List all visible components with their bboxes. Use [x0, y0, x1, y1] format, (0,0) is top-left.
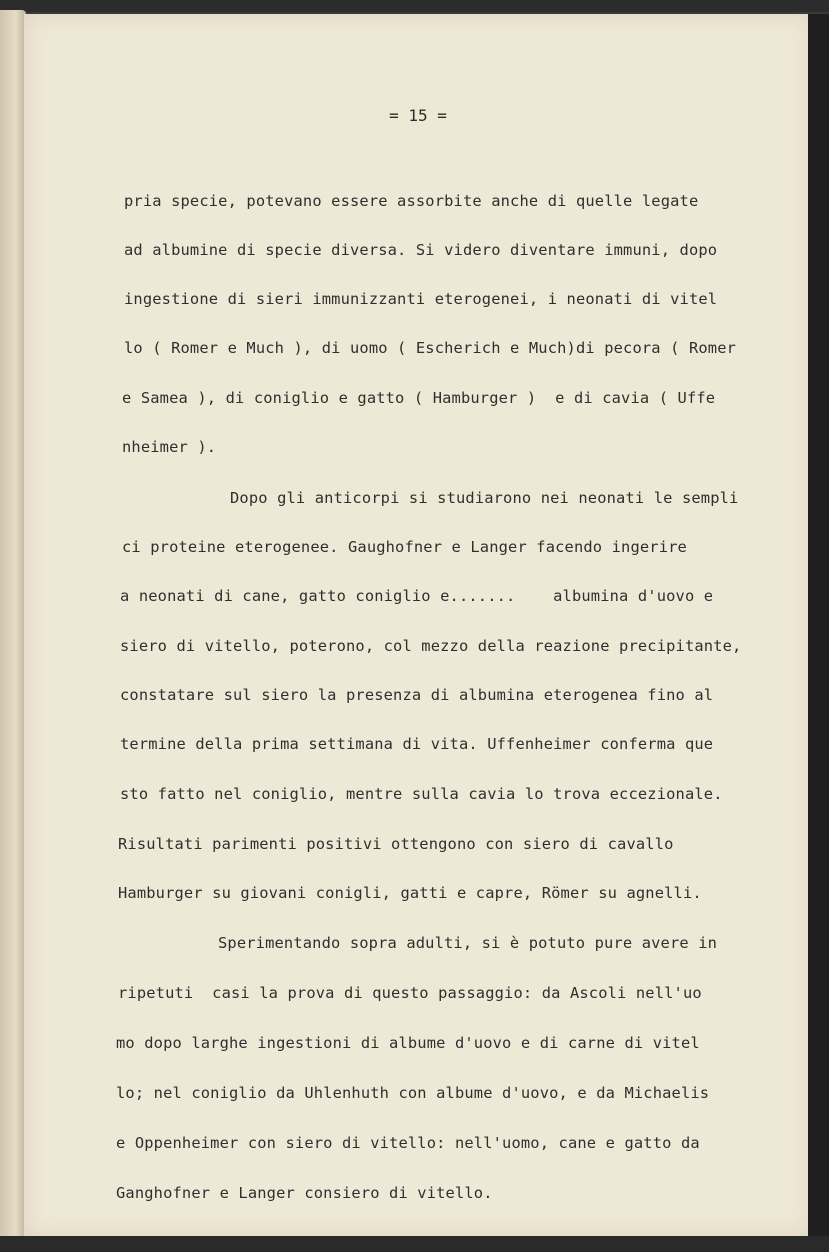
facing-page-edge	[0, 10, 26, 1242]
text-line: Hamburger su giovani conigli, gatti e capre, Römer su agnelli.	[118, 884, 702, 902]
text-line: Ganghofner e Langer consiero di vitello.	[116, 1184, 493, 1202]
text-line: Risultati parimenti positivi ottengono con siero di cavallo	[118, 835, 674, 853]
text-line: sto fatto nel coniglio, mentre sulla cavia lo trova eccezionale.	[120, 785, 723, 803]
text-line: e Oppenheimer con siero di vitello: nell'uomo, cane e gatto da	[116, 1134, 700, 1152]
text-line: mo dopo larghe ingestioni di albume d'uovo e di carne di vitel	[116, 1034, 700, 1052]
text-line: ripetuti casi la prova di questo passaggio: da Ascoli nell'uo	[118, 984, 702, 1002]
scan-top-edge	[0, 0, 829, 12]
text-line: siero di vitello, poterono, col mezzo della reazione precipitante,	[120, 637, 742, 655]
paragraph-start-line: Dopo gli anticorpi si studiarono nei neonati le sempli	[230, 489, 739, 507]
text-line: ci proteine eterogenee. Gaughofner e Langer facendo ingerire	[122, 538, 687, 556]
page-number: = 15 =	[389, 106, 447, 125]
document-page	[24, 14, 812, 1236]
scan-right-edge	[808, 14, 829, 1252]
text-line: constatare sul siero la presenza di albumina eterogenea fino al	[120, 686, 714, 704]
text-line: e Samea ), di coniglio e gatto ( Hamburger ) e di cavia ( Uffe	[122, 389, 716, 407]
paragraph-start-line: Sperimentando sopra adulti, si è potuto pure avere in	[218, 934, 718, 952]
text-line: lo ( Romer e Much ), di uomo ( Escherich e Much)di pecora ( Romer	[124, 339, 737, 357]
text-line: termine della prima settimana di vita. Uffenheimer conferma que	[120, 735, 714, 753]
text-line: pria specie, potevano essere assorbite anche di quelle legate	[124, 192, 699, 210]
text-line: nheimer ).	[122, 438, 217, 456]
text-line: ingestione di sieri immunizzanti eterogenei, i neonati di vitel	[124, 290, 718, 308]
text-line: ad albumine di specie diversa. Si videro diventare immuni, dopo	[124, 241, 718, 259]
text-line: lo; nel coniglio da Uhlenhuth con albume d'uovo, e da Michaelis	[116, 1084, 710, 1102]
text-line: a neonati di cane, gatto coniglio e....... albumina d'uovo e	[120, 587, 714, 605]
scan-bottom-edge	[0, 1236, 829, 1252]
